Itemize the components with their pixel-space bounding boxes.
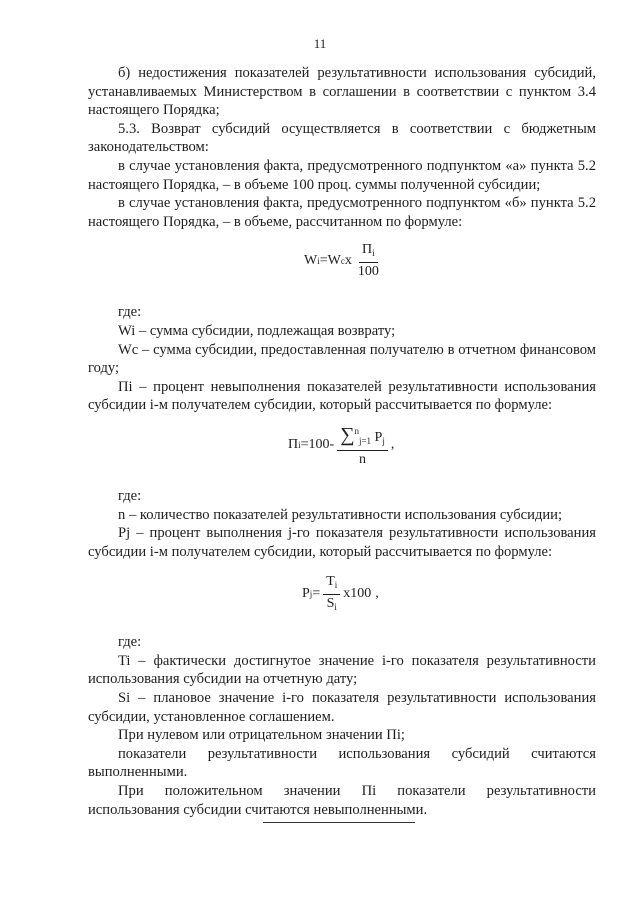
definition-ti: Ti – фактически достигнутое значение i-го показателя результативности использования субсидии на отчетную дату;: [88, 652, 596, 688]
paragraph-positive-value: При положительном значении Пi показатели результативности использования субсидии считаются невыполненными.: [88, 783, 596, 818]
definition-pi: Пi – процент невыполнения показателей результативности использования субсидии i-м получателем субсидии, который рассчитывается по формуле:: [88, 378, 596, 414]
page-number: 11: [313, 36, 327, 51]
fraction: $\frac{T_i}{S_i}$: [323, 573, 340, 616]
definition-pj: Pj – процент выполнения j-го показателя результативности использования субсидии i-м получателем субсидии, который рассчитывается по формуле:: [88, 525, 596, 560]
fraction: $\frac{\sum^n_{j=1} P_j}{n}$: [337, 423, 388, 468]
where-label-2: где:: [118, 487, 142, 504]
formula-wi: W i =W c x $\frac{П_i}{100}$: [88, 231, 596, 303]
fraction: $\frac{П_i}{100}$: [357, 242, 379, 280]
definition-si: Si – плановое значение i-го показателя результативности использования субсидии, установленное соглашением.: [88, 690, 596, 725]
definition-wc: Wc – сумма субсидии, предоставленная получателю в отчетном финансовом году;: [88, 341, 596, 377]
formula-pi: П i =100- $\frac{\sum^n_{j=1} P_j}{n}$ ,: [288, 423, 395, 467]
paragraph-zero-value: При нулевом или отрицательном значении Пi;: [118, 727, 405, 744]
definition-wi: Wi – сумма субсидии, подлежащая возврату;: [118, 322, 396, 339]
closing-rule: [263, 822, 415, 823]
paragraph-b: б) недостижения показателей результативности использования субсидий, устанавливаемых Министерством в соглашении в соответствии с пунктом 3.4 настоящего Порядка;: [88, 65, 596, 119]
paragraph-5-3: 5.3. Возврат субсидий осуществляется в соответствии с бюджетным законодательством:: [88, 120, 596, 156]
where-label-1: где:: [118, 304, 142, 321]
paragraph-fulfilled: показатели результативности использования субсидий считаются выполненными.: [88, 745, 596, 781]
paragraph-case-a: в случае установления факта, предусмотренного подпунктом «а» пункта 5.2 настоящего Порядка, – в объеме 100 проц. суммы полученной субсидии;: [88, 157, 596, 193]
paragraph-case-b: в случае установления факта, предусмотренного подпунктом «б» пункта 5.2 настоящего Порядка, – в объеме, рассчитанном по формуле:: [88, 195, 596, 230]
where-label-3: где:: [118, 634, 142, 651]
formula-pj: P j = $\frac{T_i}{S_i}$ x100 ,: [88, 561, 596, 633]
definition-n: n – количество показателей результативности использования субсидии;: [118, 506, 563, 523]
document-body: [88, 64, 596, 819]
